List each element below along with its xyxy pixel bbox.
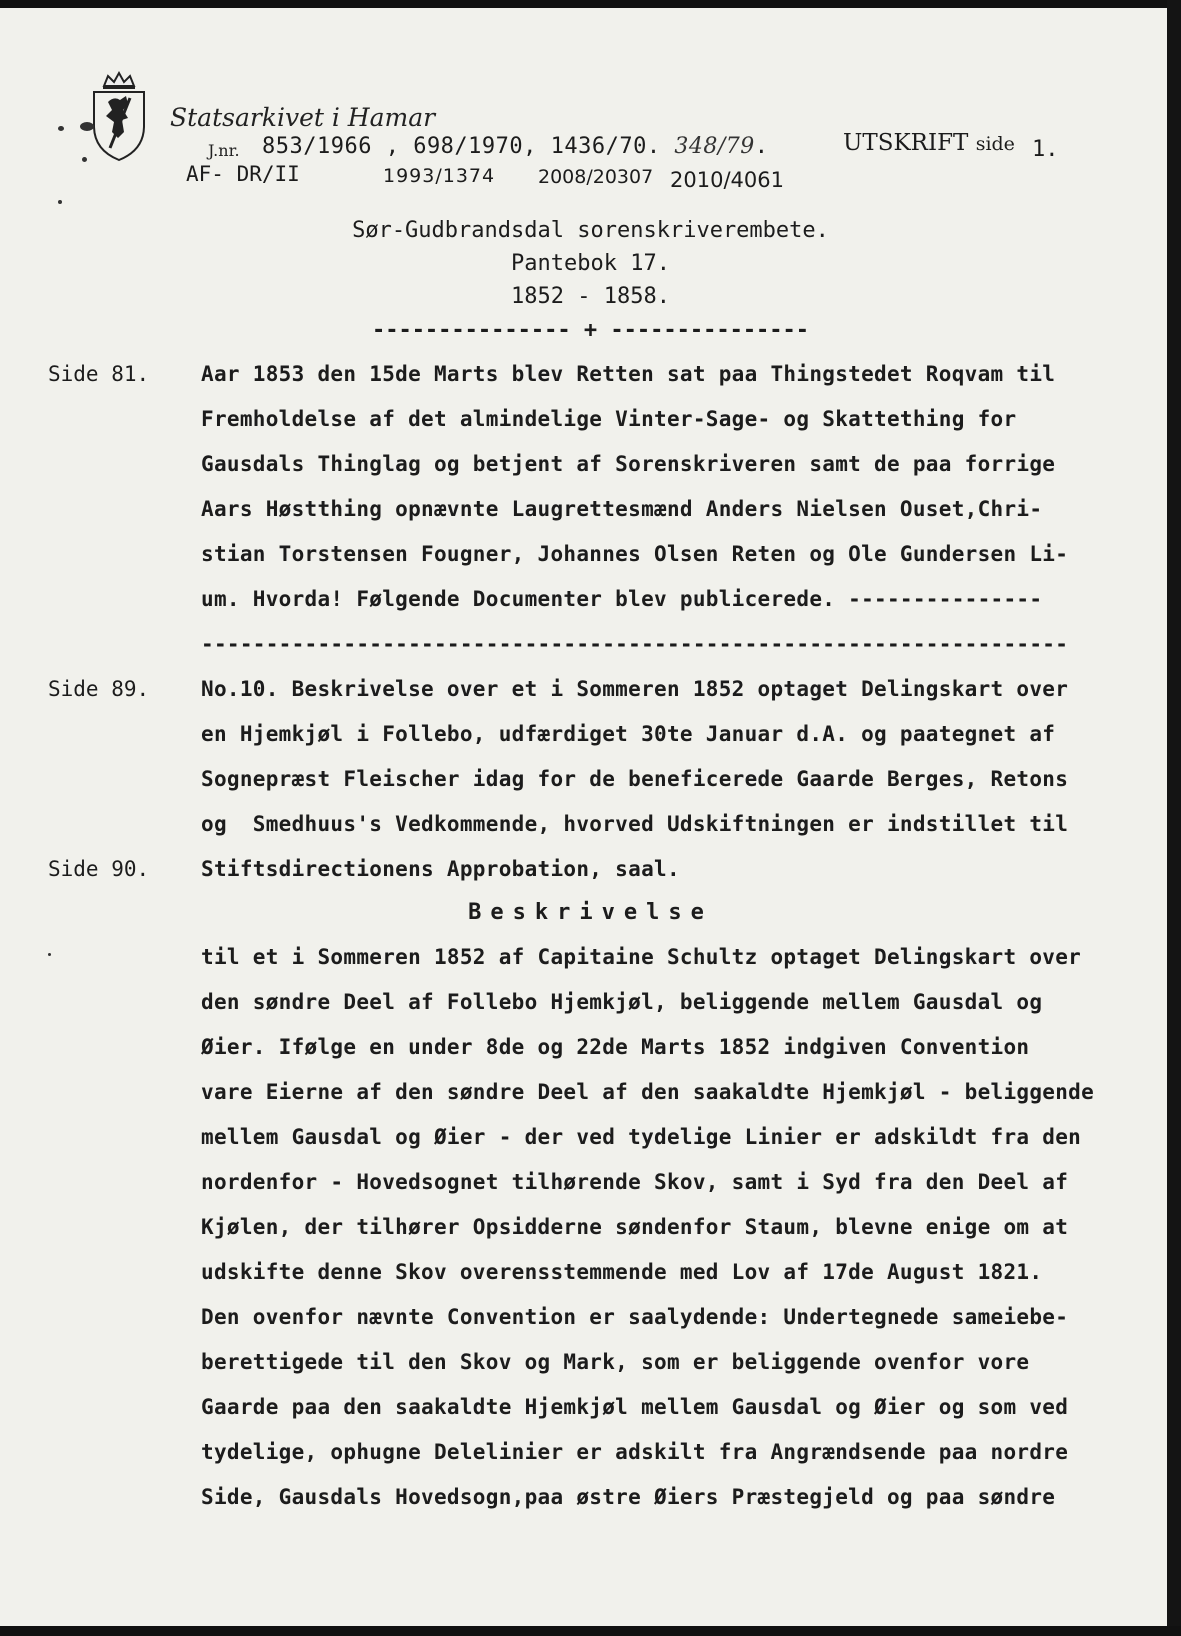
af-reference: AF- DR/II xyxy=(186,162,300,186)
journal-number-handwritten: 348/79 xyxy=(674,134,755,159)
text-line: mellem Gausdal og Øier - der ved tydelige Linier er adskildt fra den xyxy=(201,1125,1082,1149)
text-line: og Smedhuus's Vedkommende, hvorved Udskiftningen er indstillet til xyxy=(201,812,1069,836)
text-line: Den ovenfor nævnte Convention er saalydende: Undertegnede sameiebe- xyxy=(201,1305,1069,1329)
text-line: No.10. Beskrivelse over et i Sommeren 1852 optaget Delingskart over xyxy=(201,677,1069,701)
text-line: Aar 1853 den 15de Marts blev Retten sat paa Thingstedet Roqvam til xyxy=(201,362,1056,386)
reference-2008: 2008/20307 xyxy=(538,166,654,188)
text-line: Kjølen, der tilhører Opsidderne søndenfor Staum, blevne enige om at xyxy=(201,1215,1069,1239)
coat-of-arms-icon xyxy=(88,68,150,164)
title-separator: --------------- + --------------- xyxy=(371,318,810,343)
scan-border-bottom xyxy=(0,1626,1181,1636)
text-line: til et i Sommeren 1852 af Capitaine Schultz optaget Delingskart over xyxy=(201,945,1082,969)
section-title: Beskrivelse xyxy=(468,900,713,925)
text-line: Sognepræst Fleischer idag for de beneficerede Gaarde Berges, Retons xyxy=(201,767,1069,791)
side-word: side xyxy=(975,133,1015,155)
scan-speck xyxy=(80,122,94,131)
margin-side-81: Side 81. xyxy=(48,362,150,386)
text-line: en Hjemkjøl i Follebo, udfærdiget 30te Januar d.A. og paategnet af xyxy=(201,722,1056,746)
text-line: Aars Høstthing opnævnte Laugrettesmænd Anders Nielsen Ouset,Chri- xyxy=(201,497,1043,521)
reference-2010: 2010/4061 xyxy=(670,168,784,192)
transcript-label xyxy=(843,130,1015,156)
text-line: Stiftsdirectionens Approbation, saal. xyxy=(201,857,680,881)
scan-speck xyxy=(82,157,87,162)
scan-speck xyxy=(58,126,64,131)
page-number: 1. xyxy=(1032,137,1059,162)
archive-name: Statsarkivet i Hamar xyxy=(170,103,436,132)
text-line: den søndre Deel af Follebo Hjemkjøl, beliggende mellem Gausdal og xyxy=(201,990,1043,1014)
text-line: udskifte denne Skov overensstemmende med Lov af 17de August 1821. xyxy=(201,1260,1043,1284)
reference-1993: 1993/1374 xyxy=(383,165,496,187)
scan-border-right xyxy=(1167,0,1181,1636)
text-line: stian Torstensen Fougner, Johannes Olsen Reten og Ole Gundersen Li- xyxy=(201,542,1069,566)
text-line: tydelige, ophugne Delelinier er adskilt fra Angrændsende paa nordre xyxy=(201,1440,1069,1464)
text-line: vare Eierne af den søndre Deel af den saakaldte Hjemkjøl - beliggende xyxy=(201,1080,1095,1104)
scan-speck xyxy=(58,200,62,204)
text-line: Gausdals Thinglag og betjent af Sorenskriveren samt de paa forrige xyxy=(201,452,1056,476)
journal-numbers-typed: 853/1966 , 698/1970, 1436/70. xyxy=(262,134,661,159)
journal-number-tail: . xyxy=(754,134,769,159)
text-line: Gaarde paa den saakaldte Hjemkjøl mellem Gausdal og Øier og som ved xyxy=(201,1395,1069,1419)
scan-speck xyxy=(48,953,51,956)
separator-line: ------------------------------------------------------------------- xyxy=(201,632,1069,656)
office-title: Sør-Gudbrandsdal sorenskriverembete. xyxy=(352,218,829,243)
text-line: Side, Gausdals Hovedsogn,paa østre Øiers Præstegjeld og paa søndre xyxy=(201,1485,1056,1509)
scan-border-top xyxy=(0,0,1181,8)
journal-number-label: J.nr. xyxy=(208,141,240,160)
text-line: Fremholdelse af det almindelige Vinter-Sage- og Skattething for xyxy=(201,407,1017,431)
utskrift-word: UTSKRIFT xyxy=(843,130,969,156)
book-title: Pantebok 17. xyxy=(511,251,670,276)
year-range: 1852 - 1858. xyxy=(511,284,670,309)
text-line: berettigede til den Skov og Mark, som er beliggende ovenfor vore xyxy=(201,1350,1030,1374)
margin-side-90: Side 90. xyxy=(48,857,150,881)
text-line: Øier. Ifølge en under 8de og 22de Marts 1852 indgiven Convention xyxy=(201,1035,1030,1059)
text-line: um. Hvorda! Følgende Documenter blev publicerede. --------------- xyxy=(201,587,1043,611)
text-line: nordenfor - Hovedsognet tilhørende Skov, samt i Syd fra den Deel af xyxy=(201,1170,1069,1194)
journal-numbers xyxy=(262,134,769,159)
margin-side-89: Side 89. xyxy=(48,677,150,701)
